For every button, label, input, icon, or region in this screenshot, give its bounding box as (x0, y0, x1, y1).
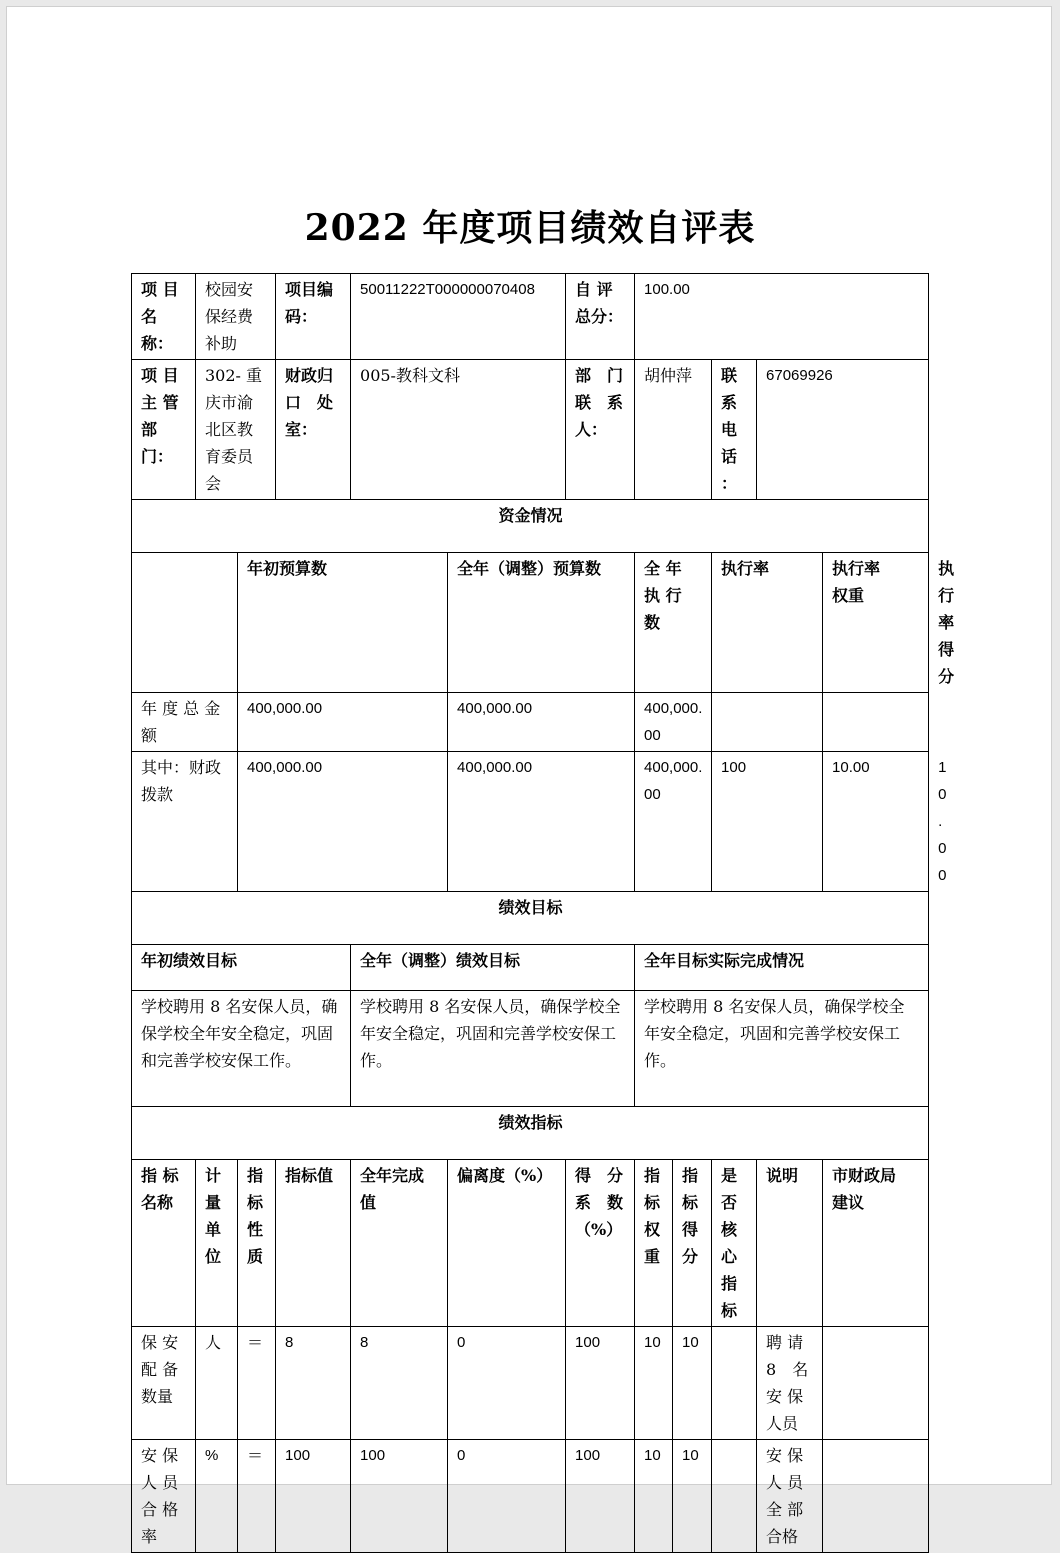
indicator-cell: 安 保 人 员 合 格 率 (132, 1440, 196, 1553)
indicators-header-cell: 指 标 名称 (132, 1160, 196, 1327)
department-value: 302- 重 庆市渝 北区教 育委员 会 (196, 360, 276, 500)
indicator-cell: 人 (196, 1327, 238, 1440)
indicator-cell: 0 (448, 1327, 566, 1440)
indicator-row (132, 1327, 929, 1440)
funds-header-row (132, 553, 929, 693)
funds-cell (823, 693, 929, 752)
indicator-row (132, 1440, 929, 1553)
funds-header-cell (132, 553, 238, 693)
project-code-value: 50011222T000000070408 (351, 274, 566, 360)
indicator-cell: 100 (566, 1327, 635, 1440)
contact-value: 胡仲萍 (635, 360, 712, 500)
funds-cell: 400,000.00 (448, 752, 635, 892)
goals-section-title: 绩效目标 (132, 892, 929, 945)
funds-header-cell: 执行率 (712, 553, 823, 693)
project-name-label: 项 目 名 称： (132, 274, 196, 360)
goals-header-cell: 全年目标实际完成情况 (635, 945, 929, 991)
funds-cell: 400,000.00 (635, 752, 712, 892)
indicators-header-cell: 指 标 得 分 (673, 1160, 712, 1327)
department-label: 项 目 主 管 部 门： (132, 360, 196, 500)
indicator-cell: 8 (276, 1327, 351, 1440)
funds-cell: 其中：财政 拨款 (132, 752, 238, 892)
indicator-cell: 100 (566, 1440, 635, 1553)
goals-header-row (132, 945, 929, 991)
indicators-header-cell: 得 分 系 数 （%） (566, 1160, 635, 1327)
funds-section-title: 资金情况 (132, 500, 929, 553)
indicator-cell: 保 安 配 备 数量 (132, 1327, 196, 1440)
funds-cell (712, 693, 823, 752)
goals-cell: 学校聘用 8 名安保人员，确保学校全年安全稳定，巩固和完善学校安保工作。 (132, 991, 351, 1107)
indicator-cell: 10 (635, 1440, 673, 1553)
indicator-cell: 100 (276, 1440, 351, 1553)
indicator-cell: 10 (635, 1327, 673, 1440)
indicators-header-row (132, 1160, 929, 1327)
finance-office-value: 005-教科文科 (351, 360, 566, 500)
indicator-cell: 安 保 人 员 全 部 合格 (757, 1440, 823, 1553)
funds-row (132, 693, 929, 752)
indicators-section-title: 绩效指标 (132, 1107, 929, 1160)
indicators-header-cell: 指 标 权 重 (635, 1160, 673, 1327)
funds-header-cell: 全 年 执 行 数 (635, 553, 712, 693)
funds-cell: 100 (712, 752, 823, 892)
indicator-cell: ＝ (238, 1440, 276, 1553)
funds-row (132, 752, 929, 892)
info-row-1 (132, 274, 929, 360)
indicator-cell: ＝ (238, 1327, 276, 1440)
contact-label: 部 门 联 系 人： (566, 360, 635, 500)
evaluation-table (131, 273, 929, 1553)
funds-header-cell: 执行率 权重 (823, 553, 929, 693)
info-row-2 (132, 360, 929, 500)
indicators-header-cell: 说明 (757, 1160, 823, 1327)
indicators-header-cell: 指 标 性 质 (238, 1160, 276, 1327)
funds-cell: 年 度 总 金 额 (132, 693, 238, 752)
funds-cell: 400,000.00 (635, 693, 712, 752)
document-title: 2022 年度项目绩效自评表 (304, 207, 756, 249)
indicators-header-cell: 指标值 (276, 1160, 351, 1327)
funds-cell: 400,000.00 (238, 693, 448, 752)
indicator-cell (823, 1327, 929, 1440)
indicators-section-row (132, 1107, 929, 1160)
indicator-cell: 0 (448, 1440, 566, 1553)
funds-header-cell: 年初预算数 (238, 553, 448, 693)
indicator-cell (712, 1440, 757, 1553)
phone-label: 联系 电 话： (712, 360, 757, 500)
goals-cell: 学校聘用 8 名安保人员，确保学校全年安全稳定，巩固和完善学校安保工作。 (351, 991, 635, 1107)
indicators-header-cell: 市财政局 建议 (823, 1160, 929, 1327)
indicator-cell: 10 (673, 1440, 712, 1553)
goals-header-cell: 年初绩效目标 (132, 945, 351, 991)
funds-cell: 400,000.00 (448, 693, 635, 752)
indicator-cell: 8 (351, 1327, 448, 1440)
goals-header-cell: 全年（调整）绩效目标 (351, 945, 635, 991)
indicator-cell: 10 (673, 1327, 712, 1440)
funds-section-row (132, 500, 929, 553)
finance-office-label: 财政归 口 处 室： (276, 360, 351, 500)
indicator-cell: 聘 请 8 名 安 保 人员 (757, 1327, 823, 1440)
indicators-header-cell: 偏离度（%） (448, 1160, 566, 1327)
indicator-cell (712, 1327, 757, 1440)
indicator-cell (823, 1440, 929, 1553)
indicator-cell: 100 (351, 1440, 448, 1553)
indicators-header-cell: 计 量 单 位 (196, 1160, 238, 1327)
goals-cell: 学校聘用 8 名安保人员，确保学校全年安全稳定，巩固和完善学校安保工作。 (635, 991, 929, 1107)
self-score-value: 100.00 (635, 274, 929, 360)
funds-cell: 10.00 (823, 752, 929, 892)
funds-cell: 400,000.00 (238, 752, 448, 892)
self-score-label: 自 评 总分： (566, 274, 635, 360)
phone-value: 67069926 (757, 360, 929, 500)
indicator-cell: % (196, 1440, 238, 1553)
indicators-header-cell: 是否 核心 指标 (712, 1160, 757, 1327)
goals-row (132, 991, 929, 1107)
goals-section-row (132, 892, 929, 945)
indicators-header-cell: 全年完成 值 (351, 1160, 448, 1327)
project-name-value: 校园安 保经费 补助 (196, 274, 276, 360)
project-code-label: 项目编 码： (276, 274, 351, 360)
funds-header-cell: 全年（调整）预算数 (448, 553, 635, 693)
